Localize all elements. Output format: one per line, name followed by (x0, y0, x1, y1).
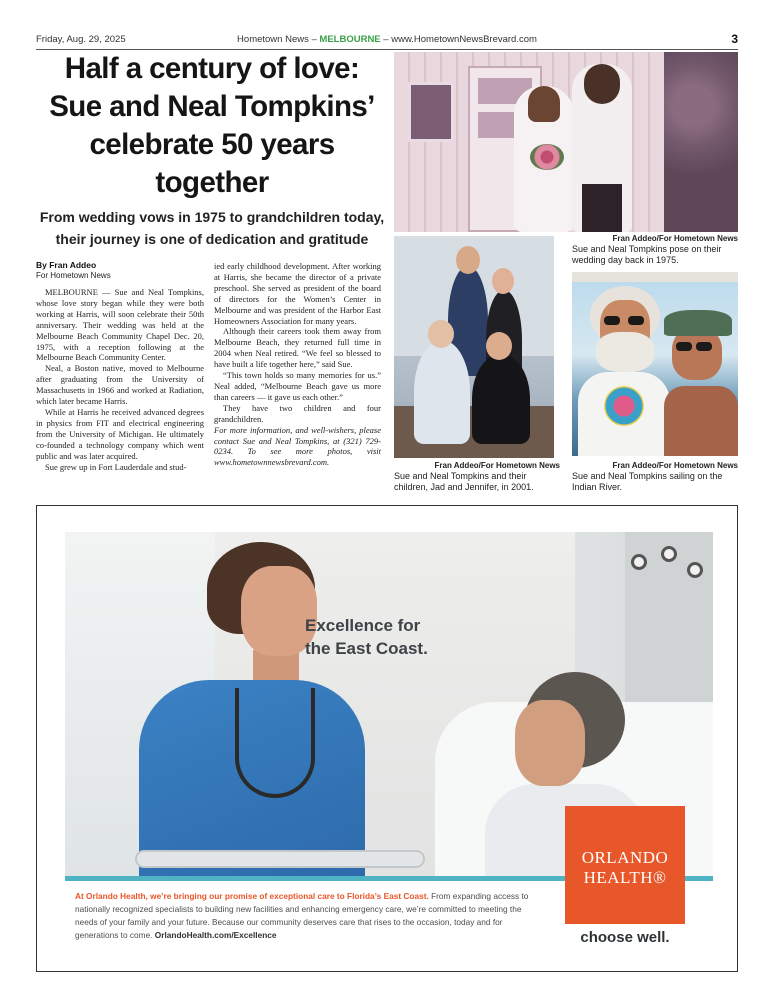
logo-line: ORLANDO (581, 848, 669, 867)
ad-url-link[interactable]: OrlandoHealth.com/Excellence (154, 930, 277, 940)
ad-copy-body: From expanding access to nationally recognized specialists to building new facilities and enhancing emergency care, we’re committed to meeting the needs of your family and your future. Because our community deserves care that rises to the occasion, today and for generations to come. (75, 891, 529, 940)
paper-name: Hometown News – (237, 34, 320, 45)
logo-line: HEALTH® (583, 868, 667, 887)
paragraph: Although their careers took them away from Melbourne Beach, they returned full time in 2004 when Neal retired. “We feel so blessed to have built a life together here,” said Sue. (214, 326, 381, 370)
tagline-line: the East Coast. (305, 639, 428, 658)
headline-line: celebrate 50 years (89, 128, 335, 161)
orlando-health-ad[interactable] (36, 505, 738, 972)
photo-credit: Fran Addeo/For Hometown News (612, 461, 738, 470)
photo-credit: Fran Addeo/For Hometown News (612, 234, 738, 243)
photo-caption: Sue and Neal Tompkins sailing on the Indian River. (572, 471, 723, 492)
photo-caption: Sue and Neal Tompkins pose on their wedding day back in 1975. (572, 244, 722, 265)
orlando-health-logo[interactable] (565, 806, 685, 924)
paragraph: MELBOURNE — Sue and Neal Tompkins, whose love story began while they were both working at Harris, will soon celebrate their 50th anniversary. Their wedding was held at the Melbourne Beach Community Chapel Dec. 20, 1975, with a reception following at the Melbourne Beach Community Center. (36, 287, 204, 363)
paragraph: “This town holds so many memories for us.” Neal added, “Melbourne Beach gave us more than careers — it gave us each other.” (214, 370, 381, 402)
paragraph: Neal, a Boston native, moved to Melbourne after graduating from the University of Massachusetts in 1966 and worked at Radiation, which later became Harris. (36, 363, 204, 407)
page-number: 3 (731, 32, 738, 46)
ad-slogan: choose well. (580, 929, 670, 946)
photo-caption: Sue and Neal Tompkins and their children, Jad and Jennifer, in 2001. (394, 471, 534, 492)
wedding-photo (394, 52, 738, 232)
article-headline (36, 50, 388, 202)
headline-line: together (155, 166, 269, 199)
headline-line: Sue and Neal Tompkins’ (49, 90, 375, 123)
byline-affiliation: For Hometown News (36, 271, 111, 280)
paper-masthead (36, 34, 738, 45)
byline: By Fran Addeo (36, 260, 97, 270)
edition-city: MELBOURNE (319, 34, 381, 45)
paragraph: ied early childhood development. After working at Harris, she became the director of a private preschool. She served as president of the board of directors for the Women’s Center in Melbourne and was president of the Harbor East Homeowners Association for many years. (214, 261, 381, 326)
paper-website: – www.HometownNewsBrevard.com (380, 34, 537, 45)
headline-line: Half a century of love: (64, 52, 360, 85)
family-photo (394, 236, 554, 458)
paragraph: While at Harris he received advanced degrees in physics from FIT and electrical engineering from the University of Michigan. He ultimately co-founded a technology company which went public and was later acquired. (36, 406, 204, 461)
paragraph: They have two children and four grandchildren. (214, 402, 381, 424)
article-subheadline (36, 206, 388, 250)
photo-credit: Fran Addeo/For Hometown News (434, 461, 560, 470)
issue-date: Friday, Aug. 29, 2025 (36, 34, 126, 45)
article-column-2 (214, 261, 381, 468)
dek-line: From wedding vows in 1975 to grandchildren today, (39, 209, 385, 225)
ad-body-copy (75, 890, 545, 942)
ad-copy-lead: At Orlando Health, we’re bringing our promise of exceptional care to Florida’s East Coast. (75, 891, 429, 901)
page-header (36, 34, 738, 48)
dek-line: their journey is one of dedication and gratitude (55, 231, 369, 247)
contact-note: For more information, and well-wishers, please contact Sue and Neal Tompkins, at (321) 729-0234. To see more photos, visit www.hometownnewsbrevard.com. (214, 424, 381, 468)
ad-tagline (305, 614, 505, 660)
sailing-photo (572, 272, 738, 456)
paragraph: Sue grew up in Fort Lauderdale and stud- (45, 461, 187, 472)
article-column-1 (36, 287, 204, 472)
tagline-line: Excellence for (305, 616, 421, 635)
